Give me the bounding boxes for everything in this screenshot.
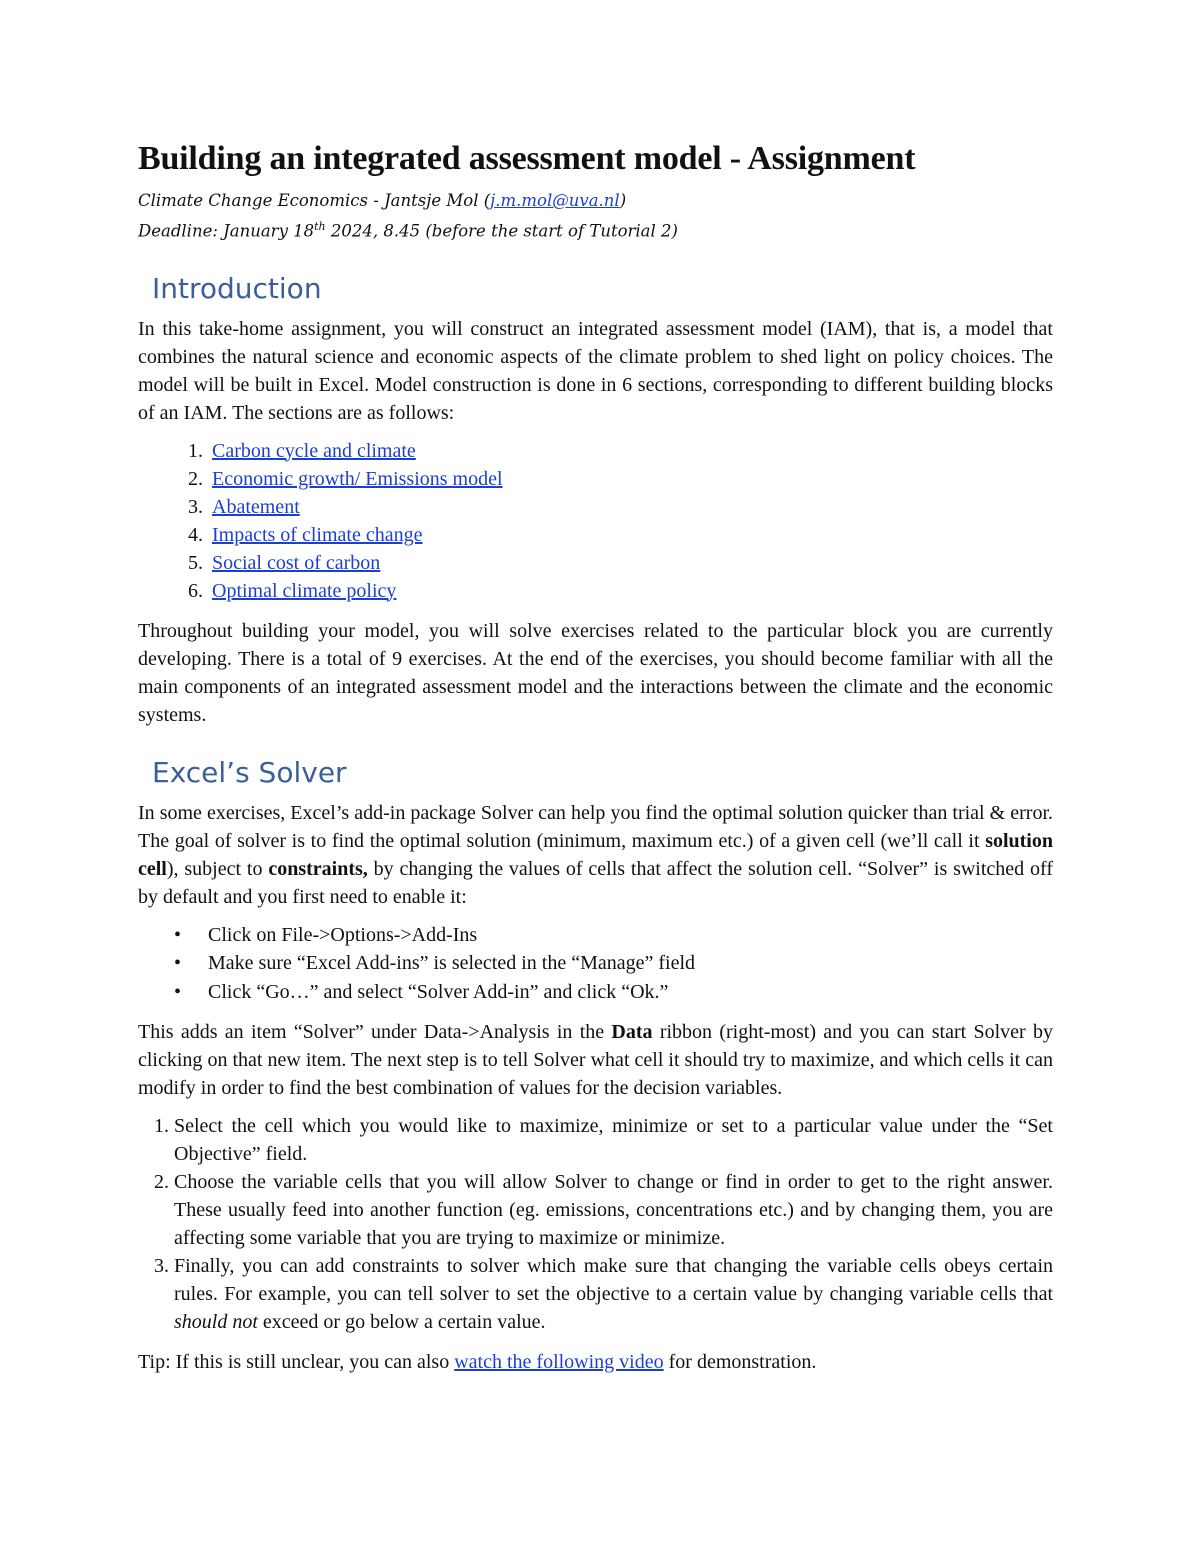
section-link-impacts[interactable]: Impacts of climate change xyxy=(212,523,423,546)
bullet-icon: • xyxy=(174,923,182,946)
section-item xyxy=(208,493,1053,521)
course-close: ) xyxy=(619,191,627,210)
solver-heading: Excel’s Solver xyxy=(152,755,347,789)
step-text: Finally, you can add constraints to solver which make sure that changing the variable cells obeys certain rules. For example, you can tell solver to set the objective to a certain value by changing variable cells that xyxy=(174,1255,1053,1305)
course-text: Climate Change Economics - Jantsje Mol ( xyxy=(138,191,491,210)
course-line xyxy=(138,188,1053,214)
solver-p1-text-b: ), subject to xyxy=(166,857,269,880)
document-content xyxy=(138,136,1053,1386)
section-item xyxy=(208,521,1053,549)
deadline-line xyxy=(138,214,1053,245)
solver-p1-text-c: by changing the values of cells that affect the solution cell. “Solver” is switched off by default and you first need to enable it: xyxy=(138,857,1053,908)
section-item xyxy=(208,437,1053,465)
solver-paragraph-2 xyxy=(138,1018,1053,1102)
deadline-prefix: Deadline: January 18 xyxy=(138,221,315,241)
list-item xyxy=(174,921,1053,950)
tip-paragraph xyxy=(138,1348,1053,1376)
list-item xyxy=(174,1168,1053,1252)
step-text-end: exceed or go below a certain value. xyxy=(257,1311,546,1333)
email-link[interactable]: j.m.mol@uva.nl xyxy=(490,191,620,210)
deadline-suffix: 2024, 8.45 (before the start of Tutorial 2) xyxy=(325,221,678,241)
section-link-abatement[interactable]: Abatement xyxy=(212,495,300,518)
solver-steps-list xyxy=(138,1112,1053,1336)
sections-list xyxy=(138,437,1053,605)
list-item xyxy=(174,978,1053,1007)
list-item xyxy=(174,1252,1053,1336)
intro-closing-paragraph: Throughout building your model, you will solve exercises related to the particular block you are currently developing. There is a total of 9 exercises. At the end of the exercises, you should become familiar with all the main components of an integrated assessment model and the interactions between the climate and the economic systems. xyxy=(138,619,1053,726)
section-item xyxy=(208,549,1053,577)
section-item xyxy=(208,577,1053,605)
tip-text-b: for demonstration. xyxy=(663,1351,817,1373)
step-text: Choose the variable cells that you will allow Solver to change or find in order to get to the right answer. These usually feed into another function (eg. emissions, concentrations etc.) and by changing them, you are affecting some variable that you are trying to maximize or minimize. xyxy=(174,1171,1053,1249)
document-title: Building an integrated assessment model - Assignment xyxy=(138,140,916,177)
tip-text-a: Tip: If this is still unclear, you can also xyxy=(138,1351,455,1373)
intro-heading: Introduction xyxy=(152,271,322,305)
section-item xyxy=(208,465,1053,493)
bullet-text: Click on File->Options->Add-Ins xyxy=(208,923,478,946)
solver-p2-text-a: This adds an item “Solver” under Data->Analysis in the xyxy=(138,1021,612,1043)
solution-cell-term: solution cell xyxy=(138,829,1053,880)
section-link-economic-growth[interactable]: Economic growth/ Emissions model xyxy=(212,467,503,490)
solver-p2-text-b: ribbon (right-most) and you can start Solver by clicking on that new item. The next step is to tell Solver what cell it should try to maximize, and which cells it can modify in order to find the best combination of values for the decision variables. xyxy=(138,1021,1053,1099)
bullet-icon: • xyxy=(174,980,182,1003)
section-link-social-cost[interactable]: Social cost of carbon xyxy=(212,551,381,574)
section-link-optimal-policy[interactable]: Optimal climate policy xyxy=(212,579,397,602)
solver-p1-text-a: In some exercises, Excel’s add-in package Solver can help you find the optimal solution quicker than trial & error. The goal of solver is to find the optimal solution (minimum, maximum etc.) of a given cell (we’ll call it xyxy=(138,801,1053,852)
constraints-term: constraints, xyxy=(268,857,368,880)
intro-paragraph: In this take-home assignment, you will construct an integrated assessment model (IAM), that is, a model that combines the natural science and economic aspects of the climate problem to shed light on policy choices. The model will be built in Excel. Model construction is done in 6 sections, corresponding to different building blocks of an IAM. The sections are as follows: xyxy=(138,317,1053,424)
bullet-text: Click “Go…” and select “Solver Add-in” and click “Ok.” xyxy=(208,980,669,1003)
data-ribbon-term: Data xyxy=(611,1021,653,1043)
step-italic-text: should not xyxy=(174,1311,258,1333)
bullet-icon: • xyxy=(174,952,182,974)
list-item xyxy=(174,949,1053,978)
video-link[interactable]: watch the following video xyxy=(454,1351,664,1373)
step-text: Select the cell which you would like to maximize, minimize or set to a particular value under the “Set Objective” field. xyxy=(174,1115,1053,1165)
deadline-sup: th xyxy=(314,220,326,233)
list-item xyxy=(174,1112,1053,1168)
enable-steps-list xyxy=(138,921,1053,1007)
solver-paragraph-1 xyxy=(138,799,1053,911)
section-link-carbon-cycle[interactable]: Carbon cycle and climate xyxy=(212,439,416,462)
bullet-text: Make sure “Excel Add-ins” is selected in the “Manage” field xyxy=(208,952,696,974)
